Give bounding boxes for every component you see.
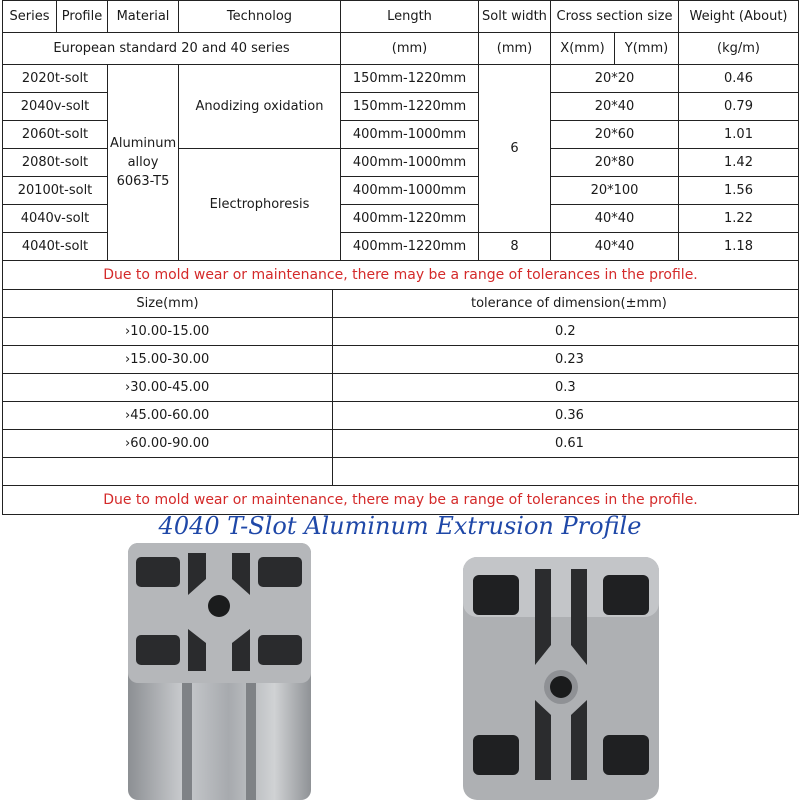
material-line: Aluminum — [110, 136, 177, 151]
width-unit: (mm) — [479, 33, 551, 65]
cross-cell: 40*40 — [551, 233, 679, 261]
tolerance-table — [2, 289, 799, 515]
length-cell: 400mm-1220mm — [341, 233, 479, 261]
weight-cell: 1.18 — [679, 233, 799, 261]
table-row — [3, 65, 799, 93]
length-cell: 400mm-1000mm — [341, 121, 479, 149]
length-cell: 400mm-1000mm — [341, 177, 479, 205]
series-cell: 20100t-solt — [3, 177, 108, 205]
cross-units — [551, 33, 679, 65]
weight-cell: 1.22 — [679, 205, 799, 233]
cross-cell: 20*60 — [551, 121, 679, 149]
solt-width-8-cell: 8 — [479, 233, 551, 261]
header-solt-width: Solt width — [479, 1, 551, 33]
spec-table — [2, 0, 799, 290]
cross-cell: 20*20 — [551, 65, 679, 93]
series-cell: 4040v-solt — [3, 205, 108, 233]
header-series: Series — [3, 1, 57, 33]
length-cell: 400mm-1000mm — [341, 149, 479, 177]
size-cell: ›10.00-15.00 — [3, 318, 333, 346]
tolerance-warning: Due to mold wear or maintenance, there may be a range of tolerances in the profile. — [3, 486, 799, 515]
length-cell: 400mm-1220mm — [341, 205, 479, 233]
profile-angle-photo — [455, 535, 667, 800]
cross-cell: 20*100 — [551, 177, 679, 205]
size-header: Size(mm) — [3, 290, 333, 318]
warning-row — [3, 261, 799, 290]
solt-width-6-cell: 6 — [479, 65, 551, 233]
series-cell: 2060t-solt — [3, 121, 108, 149]
weight-cell: 0.79 — [679, 93, 799, 121]
length-cell: 150mm-1220mm — [341, 93, 479, 121]
y-unit: Y(mm) — [624, 41, 669, 56]
size-cell: ›30.00-45.00 — [3, 374, 333, 402]
material-line: 6063-T5 — [116, 174, 170, 189]
size-cell: ›15.00-30.00 — [3, 346, 333, 374]
cross-cell: 40*40 — [551, 205, 679, 233]
size-cell: ›60.00-90.00 — [3, 430, 333, 458]
series-cell: 4040t-solt — [3, 233, 108, 261]
table-row — [3, 402, 799, 430]
series-cell: 2080t-solt — [3, 149, 108, 177]
tolerance-header-row — [3, 290, 799, 318]
empty-cell — [333, 458, 799, 486]
table-row — [3, 346, 799, 374]
series-cell: 2040v-solt — [3, 93, 108, 121]
weight-cell: 1.42 — [679, 149, 799, 177]
header-profile: Profile — [57, 1, 108, 33]
tolerance-cell: 0.2 — [333, 318, 799, 346]
series-cell: 2020t-solt — [3, 65, 108, 93]
tolerance-warning: Due to mold wear or maintenance, there may be a range of tolerances in the profile. — [3, 261, 799, 290]
length-unit: (mm) — [341, 33, 479, 65]
spec-subheader-row — [3, 33, 799, 65]
weight-cell: 1.01 — [679, 121, 799, 149]
product-title: 4040 T-Slot Aluminum Extrusion Profile — [158, 512, 642, 540]
material-cell — [108, 65, 179, 261]
table-row — [3, 374, 799, 402]
header-technology: Technolog — [179, 1, 341, 33]
length-cell: 150mm-1220mm — [341, 65, 479, 93]
size-cell: ›45.00-60.00 — [3, 402, 333, 430]
profile-front-photo — [122, 543, 317, 800]
weight-unit: (kg/m) — [679, 33, 799, 65]
header-cross-section: Cross section size — [551, 1, 679, 33]
header-length: Length — [341, 1, 479, 33]
tolerance-header: tolerance of dimension(±mm) — [333, 290, 799, 318]
cross-cell: 20*80 — [551, 149, 679, 177]
weight-cell: 1.56 — [679, 177, 799, 205]
tolerance-cell: 0.23 — [333, 346, 799, 374]
header-material: Material — [108, 1, 179, 33]
tolerance-cell: 0.3 — [333, 374, 799, 402]
table-row — [3, 318, 799, 346]
standard-label: European standard 20 and 40 series — [3, 33, 341, 65]
header-weight: Weight (About) — [679, 1, 799, 33]
table-row — [3, 458, 799, 486]
tech-electro-cell: Electrophoresis — [179, 149, 341, 261]
table-row — [3, 430, 799, 458]
cross-cell: 20*40 — [551, 93, 679, 121]
tech-anodizing-cell: Anodizing oxidation — [179, 65, 341, 149]
warning-row — [3, 486, 799, 515]
material-line: alloy — [127, 155, 159, 170]
tolerance-cell: 0.36 — [333, 402, 799, 430]
x-unit: X(mm) — [551, 33, 615, 64]
tolerance-cell: 0.61 — [333, 430, 799, 458]
weight-cell: 0.46 — [679, 65, 799, 93]
spec-header-row — [3, 1, 799, 33]
empty-cell — [3, 458, 333, 486]
